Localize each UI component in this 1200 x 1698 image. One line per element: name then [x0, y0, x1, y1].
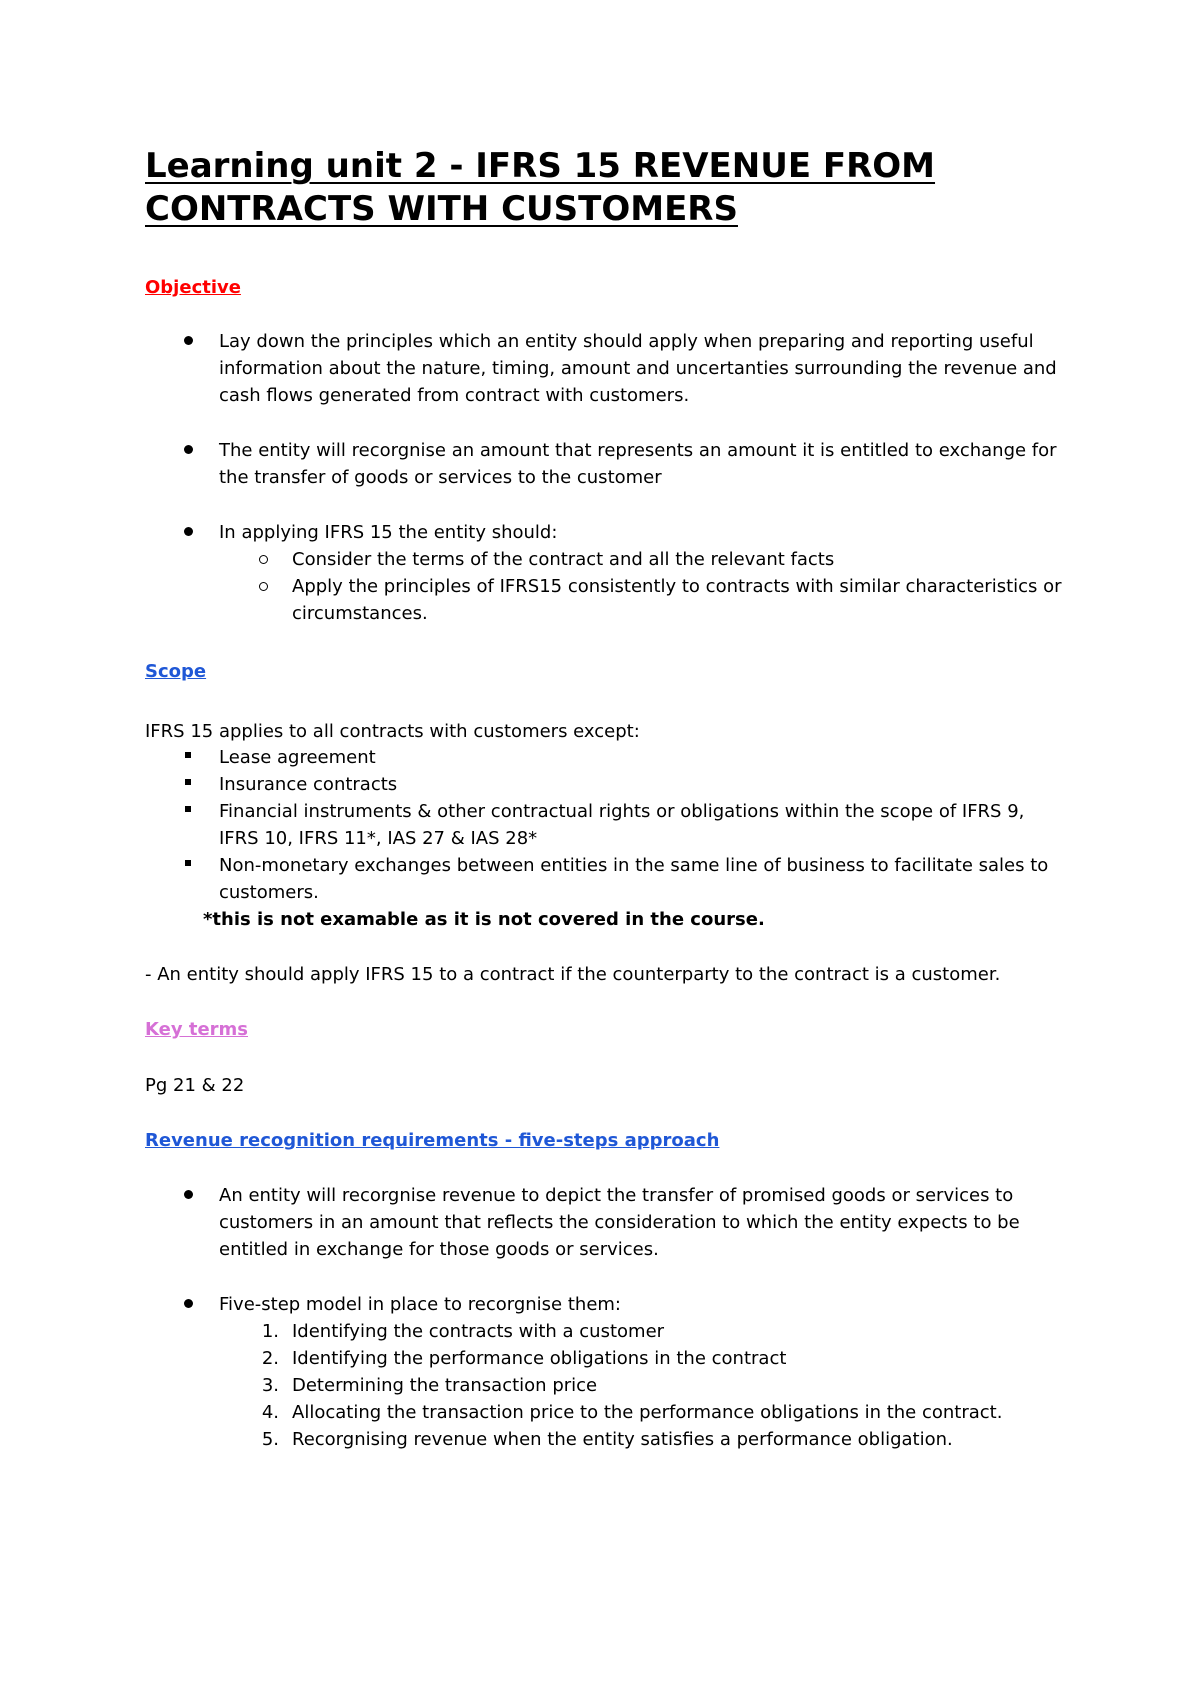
- objective-sub-bullet-2-line-1: Apply the principles of IFRS15 consistently to contracts with similar characteristics or: [292, 576, 1062, 597]
- step-number: 2.: [261, 1348, 279, 1369]
- bullet-icon: [184, 445, 193, 454]
- scope-note: *this is not examable as it is not covered in the course.: [203, 909, 765, 930]
- objective-heading: Objective: [145, 277, 241, 298]
- bullet-icon: [184, 336, 193, 345]
- revenue-heading: Revenue recognition requirements - five-steps approach: [145, 1130, 720, 1151]
- step-text: Identifying the performance obligations in the contract: [292, 1348, 787, 1369]
- objective-bullet-2-line-1: The entity will recorgnise an amount that represents an amount it is entitled to exchange for: [219, 440, 1057, 461]
- scope-item-lease: Lease agreement: [219, 747, 376, 768]
- circle-bullet-icon: [259, 582, 268, 591]
- objective-sub-bullet-1: Consider the terms of the contract and all the relevant facts: [292, 549, 835, 570]
- scope-statement: - An entity should apply IFRS 15 to a contract if the counterparty to the contract is a customer.: [145, 964, 1001, 985]
- objective-bullet-2-line-2: the transfer of goods or services to the customer: [219, 467, 662, 488]
- step-number: 3.: [261, 1375, 279, 1396]
- square-bullet-icon: [185, 860, 191, 866]
- scope-intro: IFRS 15 applies to all contracts with customers except:: [145, 721, 640, 742]
- step-number: 4.: [261, 1402, 279, 1423]
- key-terms-heading: Key terms: [145, 1019, 248, 1040]
- key-terms-page-reference: Pg 21 & 22: [145, 1075, 245, 1096]
- step-text: Allocating the transaction price to the performance obligations in the contract.: [292, 1402, 1003, 1423]
- bullet-icon: [184, 1190, 193, 1199]
- document-title-line-1: Learning unit 2 - IFRS 15 REVENUE FROM: [145, 146, 936, 186]
- step-number: 1.: [261, 1321, 279, 1342]
- document-title-line-2: CONTRACTS WITH CUSTOMERS: [145, 189, 738, 229]
- scope-item-nonmonetary-line-2: customers.: [219, 882, 319, 903]
- step-text: Determining the transaction price: [292, 1375, 598, 1396]
- square-bullet-icon: [185, 752, 191, 758]
- step-number: 5.: [261, 1429, 279, 1450]
- bullet-icon: [184, 1299, 193, 1308]
- objective-sub-bullet-2-line-2: circumstances.: [292, 603, 428, 624]
- scope-item-insurance: Insurance contracts: [219, 774, 398, 795]
- objective-bullet-1-line-2: information about the nature, timing, amount and uncertanties surrounding the revenue and: [219, 358, 1057, 379]
- square-bullet-icon: [185, 806, 191, 812]
- objective-bullet-1-line-1: Lay down the principles which an entity should apply when preparing and reporting useful: [219, 331, 1034, 352]
- square-bullet-icon: [185, 779, 191, 785]
- revenue-bullet-1-line-2: customers in an amount that reflects the consideration to which the entity expects to be: [219, 1212, 1020, 1233]
- scope-item-financial-line-1: Financial instruments & other contractual rights or obligations within the scope of IFRS 9,: [219, 801, 1025, 822]
- objective-bullet-3: In applying IFRS 15 the entity should:: [219, 522, 558, 543]
- step-text: Recorgnising revenue when the entity satisfies a performance obligation.: [292, 1429, 953, 1450]
- bullet-icon: [184, 527, 193, 536]
- scope-heading: Scope: [145, 661, 207, 682]
- step-text: Identifying the contracts with a customer: [292, 1321, 665, 1342]
- revenue-bullet-1-line-1: An entity will recorgnise revenue to depict the transfer of promised goods or services to: [219, 1185, 1014, 1206]
- revenue-bullet-2: Five-step model in place to recorgnise them:: [219, 1294, 621, 1315]
- circle-bullet-icon: [259, 555, 268, 564]
- scope-item-nonmonetary-line-1: Non-monetary exchanges between entities in the same line of business to facilitate sales to: [219, 855, 1049, 876]
- scope-item-financial-line-2: IFRS 10, IFRS 11*, IAS 27 & IAS 28*: [219, 828, 538, 849]
- revenue-bullet-1-line-3: entitled in exchange for those goods or services.: [219, 1239, 659, 1260]
- objective-bullet-1-line-3: cash flows generated from contract with customers.: [219, 385, 690, 406]
